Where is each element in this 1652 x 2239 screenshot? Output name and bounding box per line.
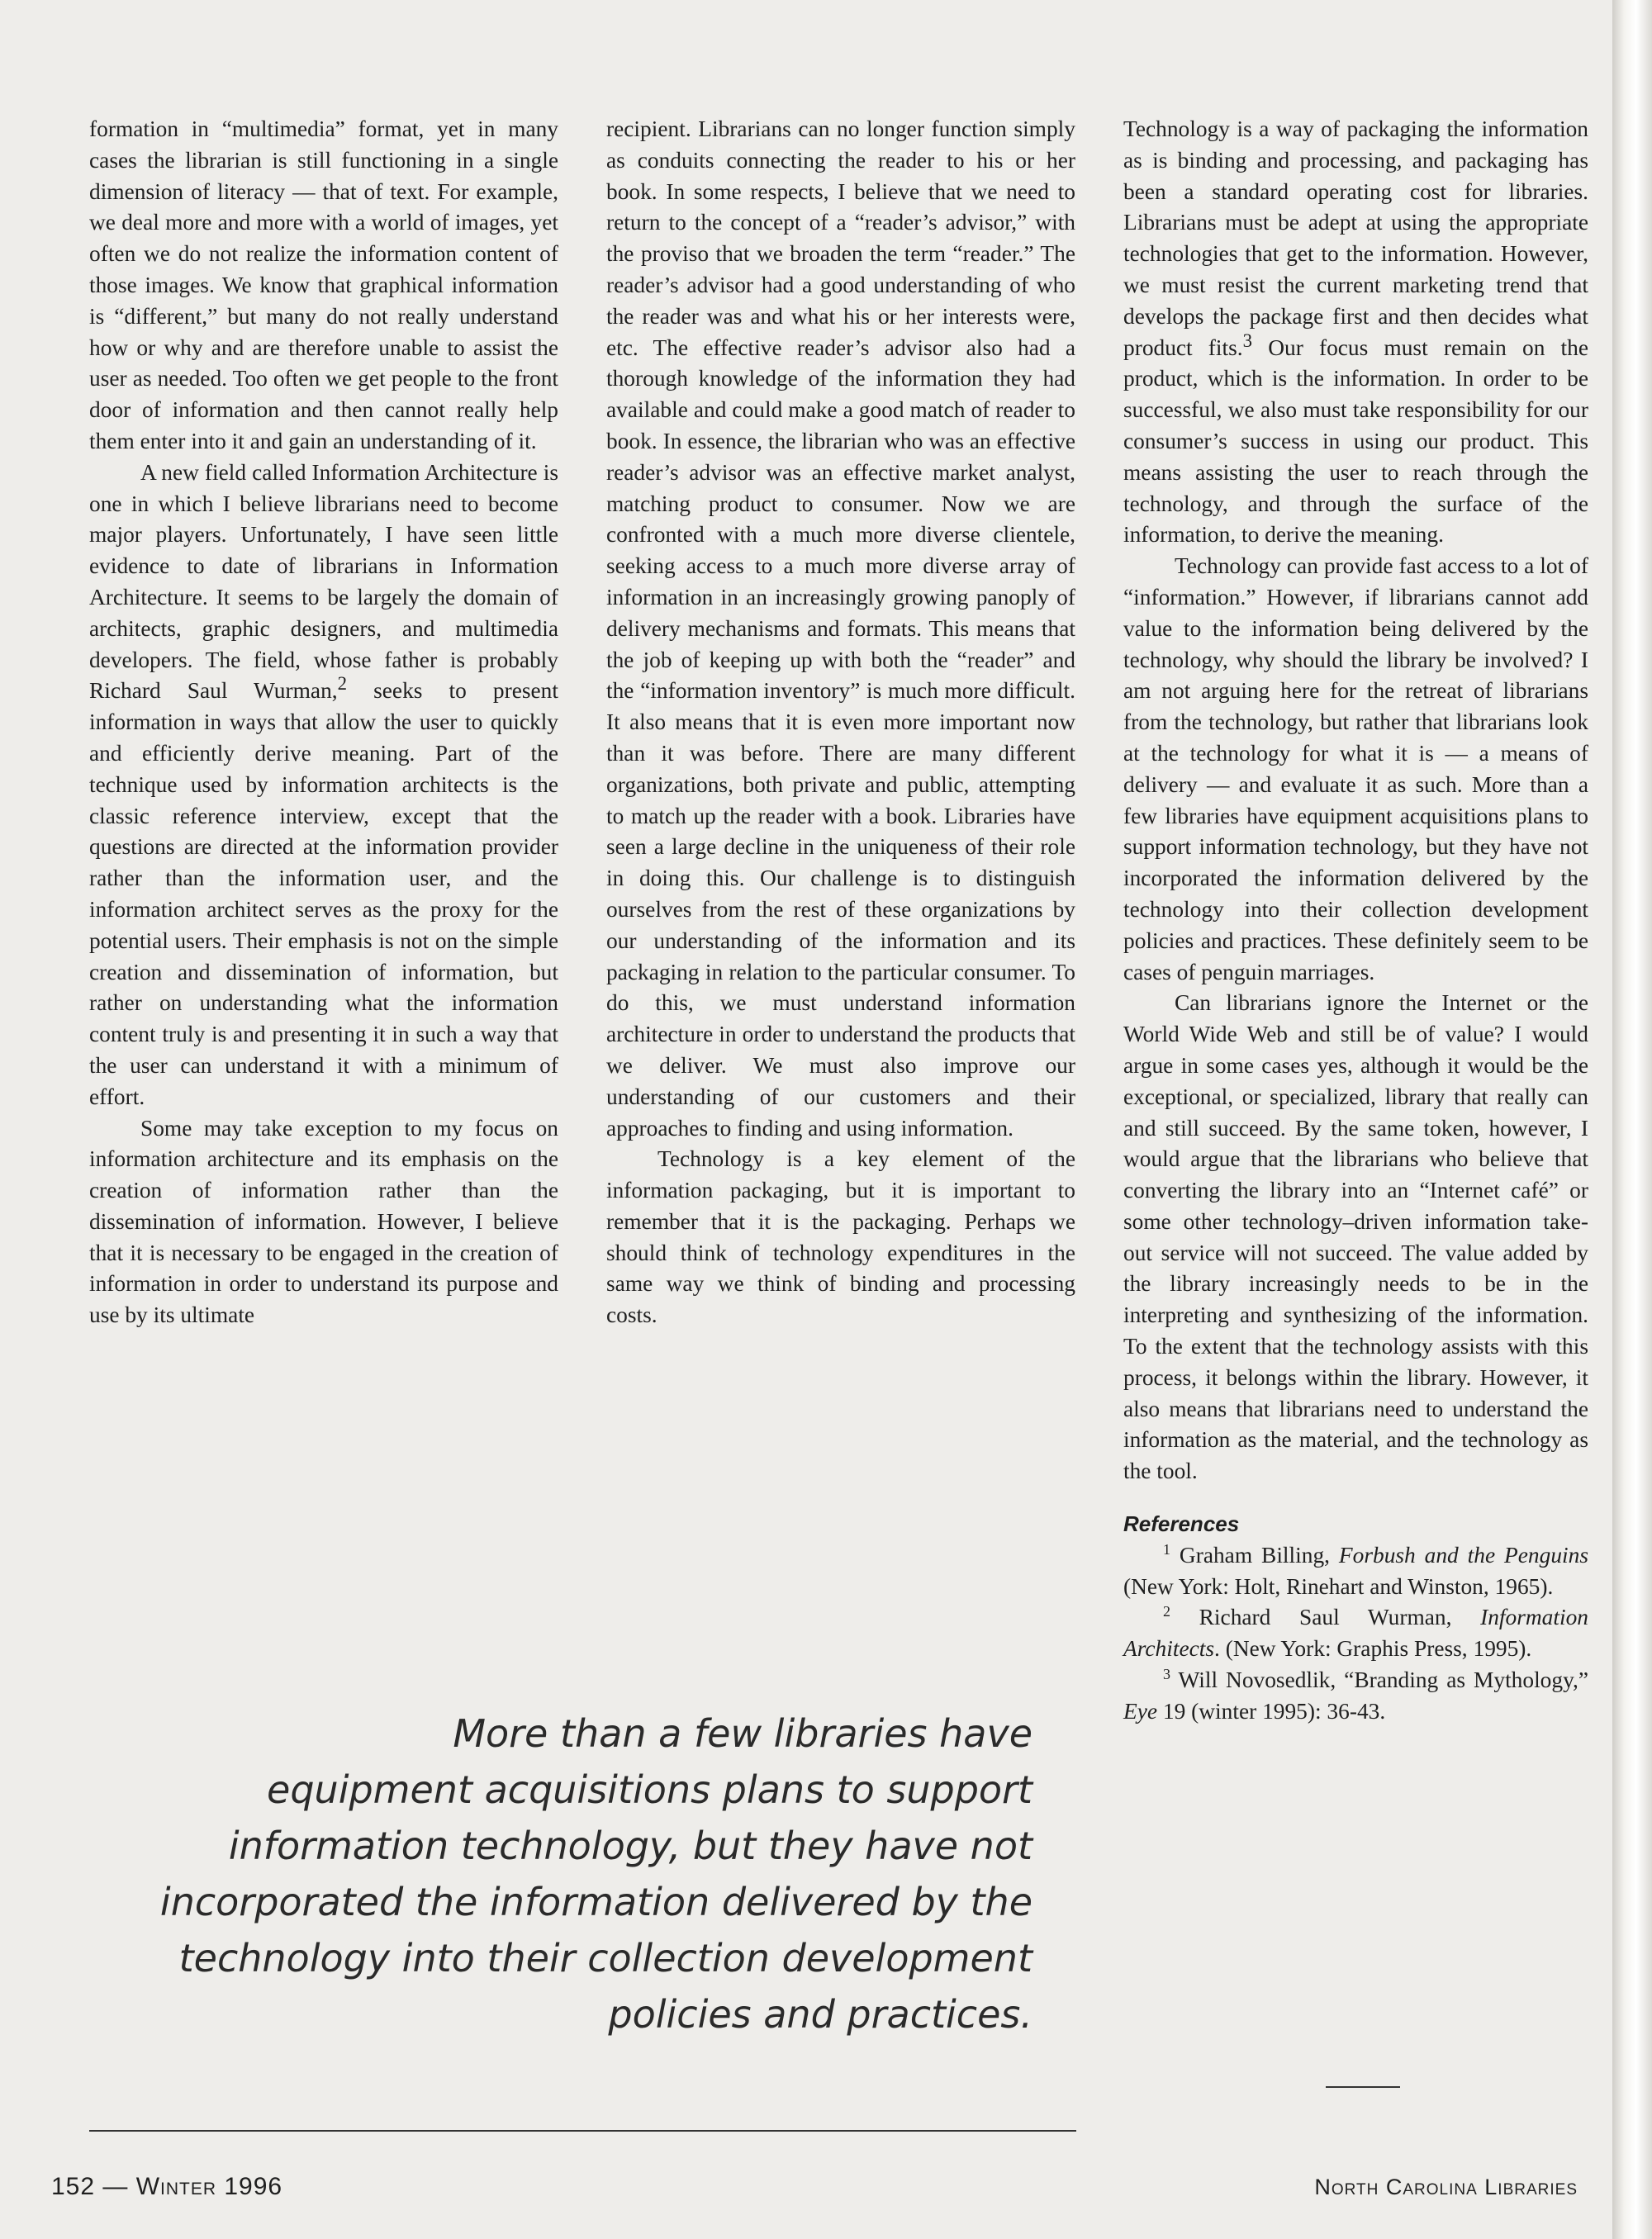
- reference-number: 3: [1163, 1665, 1170, 1682]
- reference-text: . (New York: Graphis Press, 1995).: [1214, 1636, 1532, 1662]
- journal-name: North Carolina Libraries: [1314, 2175, 1578, 2199]
- paragraph: [1123, 988, 1588, 1487]
- pull-quote-line: More than a few libraries have: [453, 1711, 1032, 1756]
- references-list: [1123, 1540, 1588, 1728]
- pull-quote-line: equipment acquisitions plans to support: [267, 1767, 1032, 1812]
- references-end-rule: [1326, 2086, 1400, 2088]
- footnote-marker: 3: [1242, 330, 1253, 351]
- pull-quote-line: policies and practices.: [608, 1992, 1032, 2037]
- text-column-2: [606, 114, 1075, 1331]
- reference-title: Eye: [1123, 1698, 1158, 1724]
- paragraph-text: seeks to present information in ways that allow the user to quickly and efficiently derive meaning. Part of the technique used by information architects is the classic reference interview, except that the questions are directed at the information provider rather than the information user, and the information architect serves as the proxy for the potential users. Their emphasis is not on the simple creation and dissemination of information, but rather on understanding what the information content truly is and presenting it in such a way that the user can understand it with a minimum of effort.: [89, 678, 558, 1109]
- pull-quote-line: incorporated the information delivered by the: [159, 1880, 1032, 1924]
- pull-quote-line: technology into their collection development: [178, 1936, 1032, 1980]
- paragraph: [89, 458, 558, 1113]
- footer-rule: [89, 2130, 1076, 2132]
- reference-item: [1123, 1665, 1588, 1728]
- reference-text: 19 (winter 1995): 36-43.: [1157, 1698, 1386, 1724]
- reference-title: Forbush and the Penguins: [1338, 1542, 1588, 1568]
- paragraph-text: Technology is a key element of the information packaging, but it is important to remember that it is the packaging. Perhaps we should think of technology expenditures in the same way we think of binding and processing costs.: [606, 1146, 1075, 1328]
- paragraph: [606, 1144, 1075, 1331]
- text-column-1: [89, 114, 558, 1331]
- paragraph: [89, 114, 558, 458]
- reference-item: [1123, 1540, 1588, 1603]
- paragraph-text: Can librarians ignore the Internet or the World Wide Web and still be of value? I would argue in some cases yes, although it would be the exceptional, or specialized, library that really can and still succeed. By the same token, however, I would argue that the librarians who believe that converting the library into an “Internet café” or some other technology–driven information take-out service will not succeed. The value added by the library increasingly needs to be in the interpreting and synthesizing of the information. To the extent that the technology assists with this process, it belongs within the library. However, it also means that librarians need to understand the information as the material, and the technology as the tool.: [1123, 990, 1588, 1484]
- paragraph-text: formation in “multimedia” format, yet in many cases the librarian is still functioning in a single dimension of literacy — that of text. For example, we deal more and more with a world of images, yet often we do not realize the information content of those images. We know that graphical information is “different,” but many do not really understand how or why and are therefore unable to assist the user as needed. Too often we get people to the front door of information and then cannot really help them enter into it and gain an understanding of it.: [89, 116, 558, 453]
- reference-text: (New York: Holt, Rinehart and Winston, 1965).: [1123, 1573, 1554, 1599]
- page-gutter: [1612, 0, 1652, 2239]
- paragraph: [1123, 551, 1588, 988]
- paragraph-text: recipient. Librarians can no longer function simply as conduits connecting the reader to his or her book. In some respects, I believe that we need to return to the concept of a “reader’s advisor,” with the proviso that we broaden the term “reader.” The reader’s advisor had a good understanding of who the reader was and what his or her interests were, etc. The effective reader’s advisor also had a thorough knowledge of the information they had available and could make a good match of reader to book. In essence, the librarian who was an effective reader’s advisor was an effective market analyst, matching product to consumer. Now we are confronted with a much more diverse clientele, seeking access to a much more diverse array of information in an increasingly growing panoply of delivery mechanisms and formats. This means that the job of keeping up with both the “reader” and the “information inventory” is much more difficult. It also means that it is even more important now than it was before. There are many different organizations, both private and public, attempting to match up the reader with a book. Libraries have seen a large decline in the uniqueness of their role in doing this. Our challenge is to distinguish ourselves from the rest of these organizations by our understanding of the information and its packaging in relation to the particular consumer. To do this, we must understand information architecture in order to understand the products that we deliver. We must also improve our understanding of our customers and their approaches to finding and using information.: [606, 116, 1075, 1141]
- paragraph-text: Technology is a way of packaging the information as is binding and processing, and packaging has been a standard operating cost for libraries. Librarians must be adept at using the appropriate technologies that get to the information. However, we must resist the current marketing trend that develops the package first and then decides what product fits.: [1123, 116, 1588, 360]
- reference-text: Will Novosedlik, “Branding as Mythology,”: [1178, 1667, 1588, 1693]
- paragraph-text: Our focus must remain on the product, which is the information. In order to be successful, we also must take responsibility for our consumer’s success in using our product. This means assisting the user to reach through the technology, and through the surface of the information, to derive the meaning.: [1123, 334, 1588, 548]
- paragraph: [1123, 114, 1588, 551]
- pull-quote-line: information technology, but they have not: [228, 1824, 1032, 1868]
- reference-number: 2: [1163, 1603, 1170, 1620]
- text-column-3: [1123, 114, 1588, 1728]
- reference-text: Graham Billing,: [1179, 1542, 1339, 1568]
- paragraph-text: Some may take exception to my focus on information architecture and its emphasis on the creation of information rather than the dissemination of information. However, I believe that it is necessary to be engaged in the creation of information in order to understand its purpose and use by its ultimate: [89, 1115, 558, 1328]
- paragraph-text: A new field called Information Architecture is one in which I believe librarians need to become major players. Unfortunately, I have seen little evidence to date of librarians in Information Architecture. It seems to be largely the domain of architects, graphic designers, and multimedia developers. The field, whose father is probably Richard Saul Wurman,: [89, 459, 558, 704]
- pull-quote: [124, 1705, 1032, 2042]
- page-folio: 152 — Winter 1996: [51, 2173, 283, 2200]
- reference-title: Information Architects: [1123, 1605, 1588, 1662]
- footnote-marker: 2: [337, 673, 348, 695]
- reference-text: Richard Saul Wurman,: [1199, 1605, 1481, 1630]
- column-3-paragraphs: [1123, 114, 1588, 1487]
- paragraph: [89, 1113, 558, 1332]
- reference-item: [1123, 1602, 1588, 1665]
- reference-number: 1: [1163, 1540, 1170, 1558]
- references-heading: References: [1123, 1511, 1240, 1537]
- paragraph-text: Technology can provide fast access to a lot of “information.” However, if librarians cannot add value to the information being delivered by the technology, why should the library be involved? I am not arguing here for the retreat of librarians from the technology, but rather that librarians look at the technology for what it is — a means of delivery — and evaluate it as such. More than a few libraries have equipment acquisitions plans to support information technology, but they have not incorporated the information delivered by the technology into their collection development policies and practices. These definitely seem to be cases of penguin marriages.: [1123, 553, 1588, 984]
- paragraph: [606, 114, 1075, 1144]
